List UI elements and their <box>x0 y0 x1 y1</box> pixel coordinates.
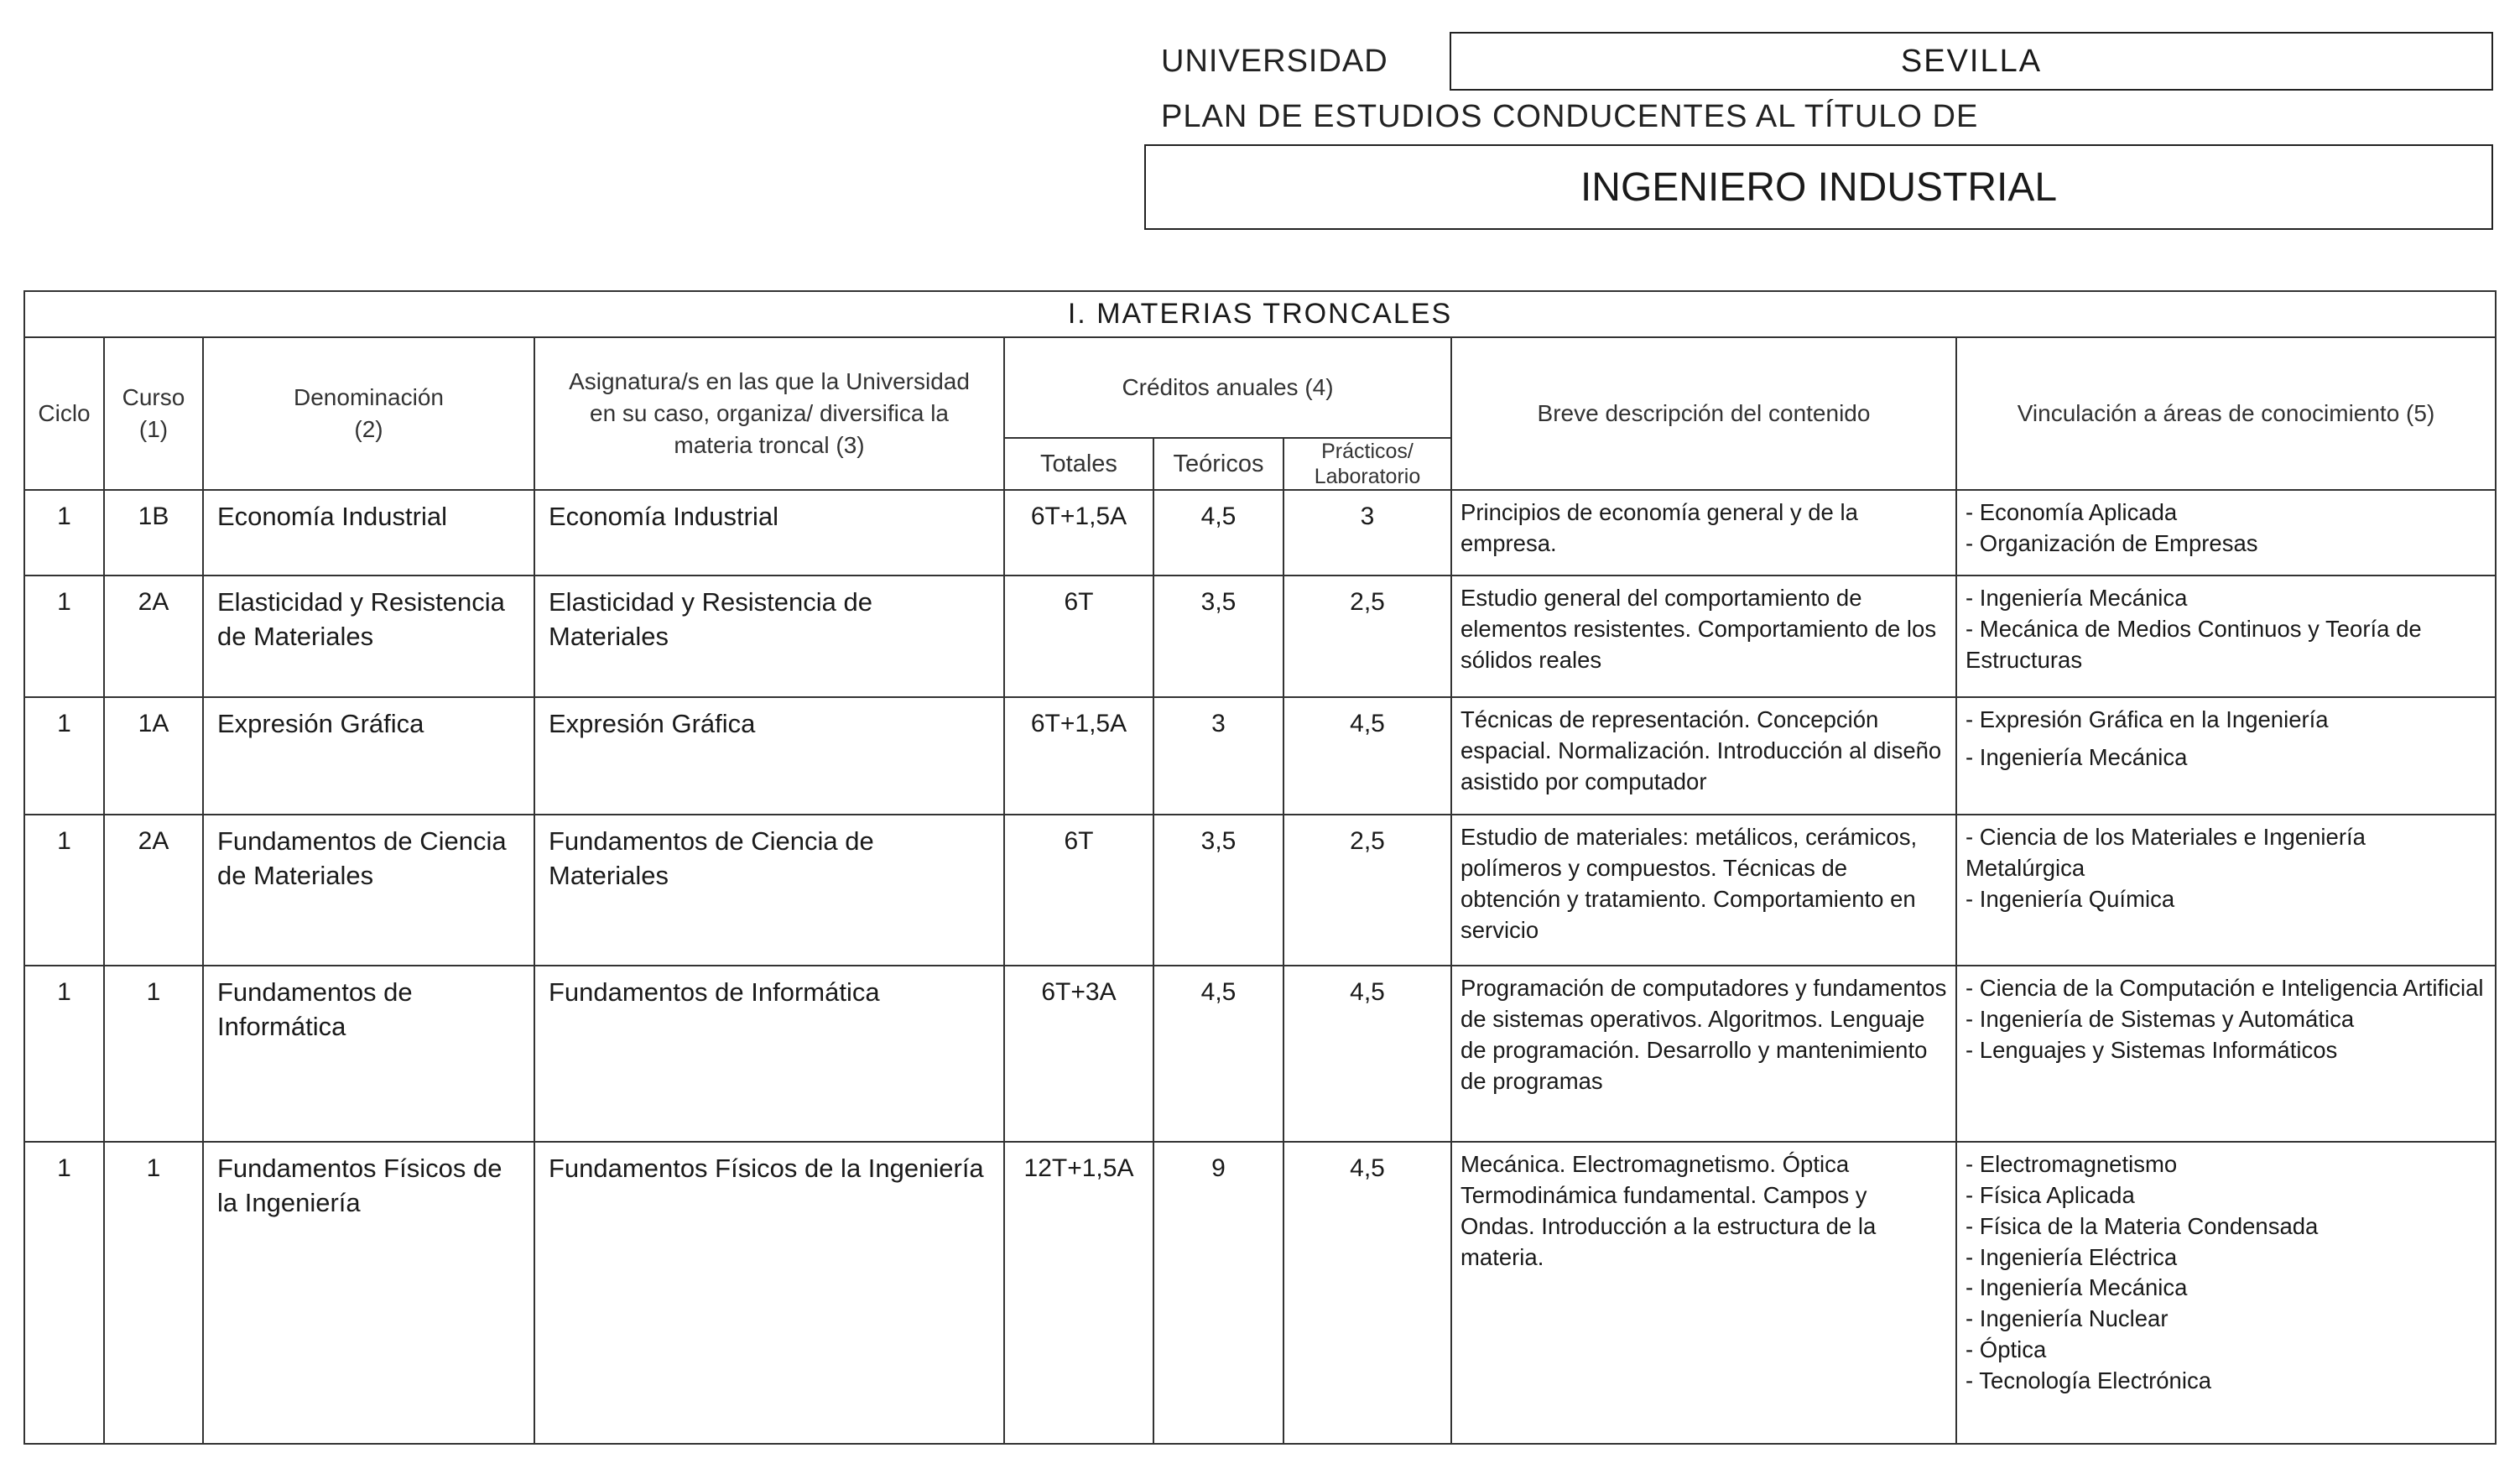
col-header-totales <box>1004 438 1153 490</box>
cell-areas <box>1956 1142 2496 1444</box>
col-header-creditos <box>1004 337 1451 438</box>
area-item: - Óptica <box>1965 1336 2047 1363</box>
cell-practicos: 4,5 <box>1283 697 1451 815</box>
area-item: - Física de la Materia Condensada <box>1965 1212 2319 1239</box>
cell-ciclo: 1 <box>24 490 104 576</box>
cell-practicos: 4,5 <box>1283 966 1451 1142</box>
cell-descripcion: Técnicas de representación. Concepción espacial. Normalización. Introducción al diseño asistido por computador <box>1451 697 1956 815</box>
table-row <box>24 1142 2496 1444</box>
col-header-vinculacion <box>1956 337 2496 490</box>
cell-descripcion: Mecánica. Electromagnetismo. Óptica Termodinámica fundamental. Campos y Ondas. Introducción a la estructura de la materia. <box>1451 1142 1956 1444</box>
cell-denominacion: Fundamentos de Informática <box>203 966 534 1142</box>
area-item: - Ingeniería Mecánica <box>1965 585 2188 611</box>
col-practicos-label: Prácticos/ Laboratorio <box>1314 440 1421 488</box>
col-teoricos-label: Teóricos <box>1173 450 1264 477</box>
col-asignaturas-label: Asignatura/s en las que la Universidad en su caso, organiza/ diversifica la materia troncal (3) <box>569 368 970 458</box>
col-header-ciclo <box>24 337 104 490</box>
cell-totales: 12T+1,5A <box>1004 1142 1153 1444</box>
area-item: - Ingeniería Eléctrica <box>1965 1243 2178 1270</box>
cell-practicos: 3 <box>1283 490 1451 576</box>
area-item: - Lenguajes y Sistemas Informáticos <box>1965 1036 2338 1063</box>
area-item: - Economía Aplicada <box>1965 499 2178 525</box>
cell-totales: 6T <box>1004 576 1153 697</box>
col-header-curso <box>104 337 203 490</box>
area-item: - Ciencia de la Computación e Inteligencia Artificial <box>1965 975 2484 1001</box>
col-header-descripcion <box>1451 337 1956 490</box>
cell-curso: 1B <box>104 490 203 576</box>
area-item: - Mecánica de Medios Continuos y Teoría de Estructuras <box>1965 615 2422 673</box>
area-item: - Expresión Gráfica en la Ingeniería <box>1965 706 2329 732</box>
area-item: - Tecnología Electrónica <box>1965 1367 2211 1393</box>
cell-totales: 6T <box>1004 815 1153 966</box>
area-item: - Ingeniería Mecánica <box>1965 1274 2188 1301</box>
cell-asignatura: Fundamentos de Informática <box>534 966 1004 1142</box>
cell-curso: 2A <box>104 815 203 966</box>
cell-teoricos: 4,5 <box>1153 490 1283 576</box>
col-ciclo-label: Ciclo <box>38 400 91 427</box>
cell-areas <box>1956 576 2496 697</box>
cell-denominacion: Elasticidad y Resistencia de Materiales <box>203 576 534 697</box>
cell-teoricos: 3,5 <box>1153 815 1283 966</box>
cell-teoricos: 3,5 <box>1153 576 1283 697</box>
cell-teoricos: 3 <box>1153 697 1283 815</box>
cell-denominacion: Fundamentos de Ciencia de Materiales <box>203 815 534 966</box>
cell-curso: 1 <box>104 966 203 1142</box>
cell-denominacion: Fundamentos Físicos de la Ingeniería <box>203 1142 534 1444</box>
cell-ciclo: 1 <box>24 697 104 815</box>
table-row <box>24 490 2496 576</box>
cell-areas <box>1956 490 2496 576</box>
area-item: - Ingeniería Mecánica <box>1965 743 2188 770</box>
col-header-denominacion <box>203 337 534 490</box>
area-item: - Ciencia de los Materiales e Ingeniería Metalúrgica <box>1965 824 2366 881</box>
cell-asignatura: Elasticidad y Resistencia de Materiales <box>534 576 1004 697</box>
col-vinculacion-label: Vinculación a áreas de conocimiento (5) <box>2017 400 2435 427</box>
col-totales-label: Totales <box>1040 450 1117 477</box>
col-curso-label: Curso <box>122 384 185 411</box>
cell-descripcion: Programación de computadores y fundamentos de sistemas operativos. Algoritmos. Lenguaje de programación. Desarrollo y mantenimiento de programas <box>1451 966 1956 1142</box>
col-header-teoricos <box>1153 438 1283 490</box>
col-curso-note: (1) <box>138 416 169 442</box>
materias-troncales-table <box>23 290 2497 1445</box>
cell-practicos: 4,5 <box>1283 1142 1451 1444</box>
degree-title: INGENIERO INDUSTRIAL <box>1580 164 2058 210</box>
cell-areas <box>1956 697 2496 815</box>
university-label: UNIVERSIDAD <box>1161 44 1388 79</box>
cell-ciclo: 1 <box>24 966 104 1142</box>
col-creditos-label: Créditos anuales (4) <box>1122 374 1334 401</box>
degree-title-box <box>1144 144 2493 230</box>
col-denominacion-note: (2) <box>354 416 383 442</box>
cell-denominacion: Economía Industrial <box>203 490 534 576</box>
table-row <box>24 815 2496 966</box>
table-row <box>24 697 2496 815</box>
university-name: SEVILLA <box>1900 43 2043 79</box>
cell-curso: 1A <box>104 697 203 815</box>
cell-descripcion: Principios de economía general y de la empresa. <box>1451 490 1956 576</box>
cell-practicos: 2,5 <box>1283 815 1451 966</box>
area-item: - Ingeniería Nuclear <box>1965 1305 2169 1332</box>
area-item: - Física Aplicada <box>1965 1181 2135 1208</box>
area-item: - Ingeniería Química <box>1965 885 2175 912</box>
cell-totales: 6T+1,5A <box>1004 490 1153 576</box>
cell-ciclo: 1 <box>24 576 104 697</box>
col-header-practicos <box>1283 438 1451 490</box>
cell-asignatura: Fundamentos Físicos de la Ingeniería <box>534 1142 1004 1444</box>
cell-areas <box>1956 815 2496 966</box>
cell-curso: 2A <box>104 576 203 697</box>
cell-asignatura: Expresión Gráfica <box>534 697 1004 815</box>
cell-areas <box>1956 966 2496 1142</box>
col-descripcion-label: Breve descripción del contenido <box>1537 400 1871 427</box>
cell-teoricos: 4,5 <box>1153 966 1283 1142</box>
col-header-asignaturas <box>534 337 1004 490</box>
university-name-box <box>1450 32 2493 91</box>
section-title: I. MATERIAS TRONCALES <box>24 291 2496 337</box>
area-item: - Electromagnetismo <box>1965 1151 2178 1177</box>
cell-descripcion: Estudio general del comportamiento de elementos resistentes. Comportamiento de los sólidos reales <box>1451 576 1956 697</box>
col-denominacion-label: Denominación <box>294 384 444 411</box>
area-item: - Organización de Empresas <box>1965 529 2258 556</box>
cell-teoricos: 9 <box>1153 1142 1283 1444</box>
table-row <box>24 966 2496 1142</box>
cell-curso: 1 <box>104 1142 203 1444</box>
cell-ciclo: 1 <box>24 815 104 966</box>
cell-descripcion: Estudio de materiales: metálicos, cerámicos, polímeros y compuestos. Técnicas de obtención y tratamiento. Comportamiento en servicio <box>1451 815 1956 966</box>
cell-totales: 6T+1,5A <box>1004 697 1153 815</box>
cell-practicos: 2,5 <box>1283 576 1451 697</box>
cell-asignatura: Fundamentos de Ciencia de Materiales <box>534 815 1004 966</box>
table-row <box>24 576 2496 697</box>
cell-ciclo: 1 <box>24 1142 104 1444</box>
cell-totales: 6T+3A <box>1004 966 1153 1142</box>
plan-label: PLAN DE ESTUDIOS CONDUCENTES AL TÍTULO DE <box>1161 99 1979 134</box>
area-item: - Ingeniería de Sistemas y Automática <box>1965 1005 2355 1032</box>
cell-asignatura: Economía Industrial <box>534 490 1004 576</box>
cell-denominacion: Expresión Gráfica <box>203 697 534 815</box>
